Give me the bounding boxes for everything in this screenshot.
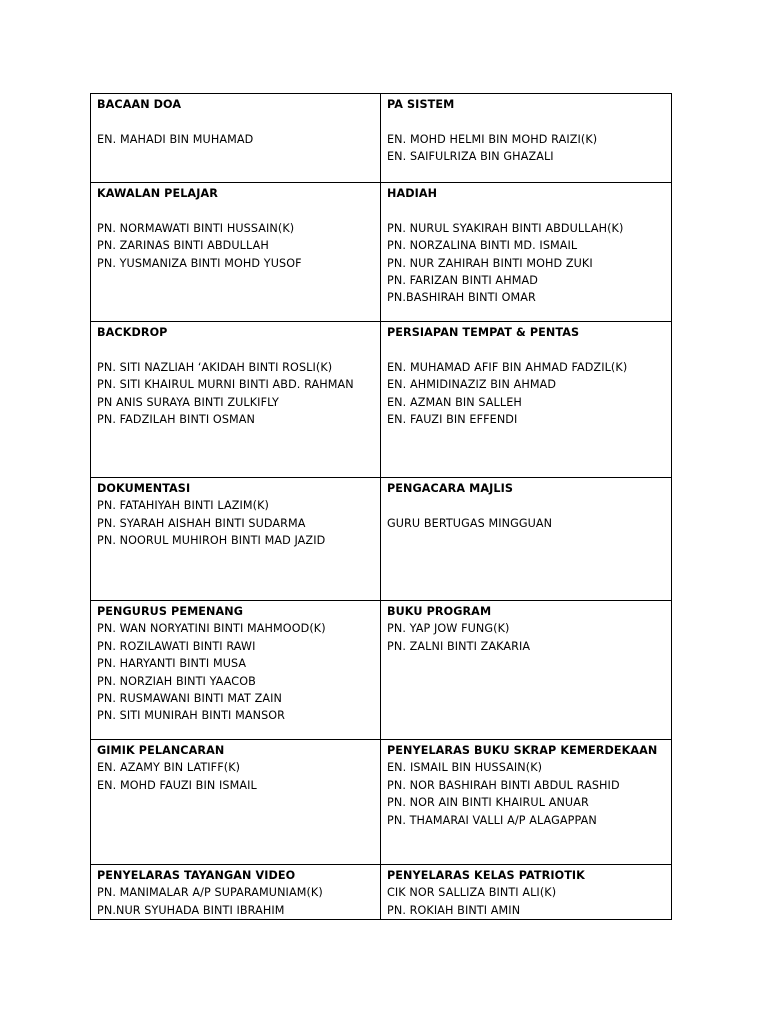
committee-cell-right: [381, 478, 672, 601]
committee-cell-left: [91, 601, 381, 740]
member-name: EN. AHMIDINAZIZ BIN AHMAD: [387, 378, 557, 392]
committee-table-body: [91, 94, 672, 920]
committee-title: PENYELARAS BUKU SKRAP KEMERDEKAAN: [387, 744, 658, 757]
committee-cell-right: [381, 740, 672, 865]
committee-title: BACKDROP: [97, 326, 168, 339]
spacer: [97, 341, 374, 358]
member-name: PN. HARYANTI BINTI MUSA: [97, 657, 247, 671]
member-name: PN. SITI NAZLIAH ‘AKIDAH BINTI ROSLI(K): [97, 360, 333, 374]
member-name: PN. NOR BASHIRAH BINTI ABDUL RASHID: [387, 778, 620, 792]
member-name: EN. MUHAMAD AFIF BIN AHMAD FADZIL(K): [387, 360, 628, 374]
member-name: EN. MOHD FAUZI BIN ISMAIL: [97, 778, 257, 792]
member-name: PN. ZARINAS BINTI ABDULLAH: [97, 239, 269, 253]
member-name: PN. ROKIAH BINTI AMIN: [387, 903, 521, 917]
committee-title: PENGURUS PEMENANG: [97, 605, 244, 618]
member-name: PN. NORZIAH BINTI YAACOB: [97, 674, 256, 688]
committee-cell-left: [91, 322, 381, 478]
member-name: PN.NUR SYUHADA BINTI IBRAHIM: [97, 903, 285, 917]
committee-cell-right: [381, 865, 672, 920]
committee-cell-right: [381, 183, 672, 322]
member-name: EN. SAIFULRIZA BIN GHAZALI: [387, 150, 554, 164]
spacer: [97, 113, 374, 130]
committee-row: [91, 94, 672, 183]
spacer: [387, 341, 665, 358]
member-name: PN. NORZALINA BINTI MD. ISMAIL: [387, 239, 578, 253]
member-name: PN. ROZILAWATI BINTI RAWI: [97, 639, 256, 653]
spacer: [387, 113, 665, 130]
member-name: PN. NORMAWATI BINTI HUSSAIN(K): [97, 221, 295, 235]
member-name: PN. ZALNI BINTI ZAKARIA: [387, 639, 531, 653]
member-name: PN. THAMARAI VALLI A/P ALAGAPPAN: [387, 813, 597, 827]
member-name: GURU BERTUGAS MINGGUAN: [387, 516, 553, 530]
member-name: PN. YUSMANIZA BINTI MOHD YUSOF: [97, 256, 302, 270]
committee-table: [90, 93, 672, 920]
member-name: PN. SYARAH AISHAH BINTI SUDARMA: [97, 516, 306, 530]
member-name: EN. AZMAN BIN SALLEH: [387, 395, 522, 409]
committee-cell-left: [91, 94, 381, 183]
member-name: PN. NOR AIN BINTI KHAIRUL ANUAR: [387, 796, 589, 810]
member-name: PN. YAP JOW FUNG(K): [387, 622, 510, 636]
member-name: EN. MAHADI BIN MUHAMAD: [97, 132, 254, 146]
committee-title: HADIAH: [387, 187, 438, 200]
committee-cell-right: [381, 322, 672, 478]
committee-row: [91, 322, 672, 478]
committee-row: [91, 478, 672, 601]
committee-title: PERSIAPAN TEMPAT & PENTAS: [387, 326, 580, 339]
committee-cell-left: [91, 740, 381, 865]
committee-cell-right: [381, 94, 672, 183]
member-name: PN. RUSMAWANI BINTI MAT ZAIN: [97, 692, 282, 706]
member-name: PN. WAN NORYATINI BINTI MAHMOOD(K): [97, 622, 326, 636]
member-name: PN. NOORUL MUHIROH BINTI MAD JAZID: [97, 534, 326, 548]
member-name: PN. FADZILAH BINTI OSMAN: [97, 413, 255, 427]
committee-row: [91, 601, 672, 740]
committee-title: PA SISTEM: [387, 98, 455, 111]
member-name: EN. ISMAIL BIN HUSSAIN(K): [387, 761, 543, 775]
member-name: PN. NUR ZAHIRAH BINTI MOHD ZUKI: [387, 256, 593, 270]
spacer: [97, 202, 374, 219]
committee-row: [91, 865, 672, 920]
committee-cell-left: [91, 478, 381, 601]
committee-title: BUKU PROGRAM: [387, 605, 492, 618]
spacer: [387, 202, 665, 219]
committee-title: BACAAN DOA: [97, 98, 182, 111]
committee-title: DOKUMENTASI: [97, 482, 191, 495]
member-name: EN. FAUZI BIN EFFENDI: [387, 413, 518, 427]
committee-title: PENGACARA MAJLIS: [387, 482, 513, 495]
committee-title: KAWALAN PELAJAR: [97, 187, 218, 200]
committee-cell-right: [381, 601, 672, 740]
committee-cell-left: [91, 865, 381, 920]
member-name: PN ANIS SURAYA BINTI ZULKIFLY: [97, 395, 279, 409]
member-name: EN. MOHD HELMI BIN MOHD RAIZI(K): [387, 132, 598, 146]
spacer: [387, 497, 665, 514]
committee-row: [91, 740, 672, 865]
member-name: PN. SITI MUNIRAH BINTI MANSOR: [97, 709, 286, 723]
member-name: PN. NURUL SYAKIRAH BINTI ABDULLAH(K): [387, 221, 624, 235]
committee-row: [91, 183, 672, 322]
member-name: PN. SITI KHAIRUL MURNI BINTI ABD. RAHMAN: [97, 378, 354, 392]
committee-cell-left: [91, 183, 381, 322]
member-name: PN. FATAHIYAH BINTI LAZIM(K): [97, 499, 269, 513]
member-name: PN.BASHIRAH BINTI OMAR: [387, 291, 536, 305]
committee-title: PENYELARAS TAYANGAN VIDEO: [97, 869, 296, 882]
member-name: PN. FARIZAN BINTI AHMAD: [387, 274, 538, 288]
committee-title: PENYELARAS KELAS PATRIOTIK: [387, 869, 585, 882]
member-name: EN. AZAMY BIN LATIFF(K): [97, 761, 241, 775]
member-name: PN. MANIMALAR A/P SUPARAMUNIAM(K): [97, 886, 323, 900]
member-name: CIK NOR SALLIZA BINTI ALI(K): [387, 886, 557, 900]
committee-title: GIMIK PELANCARAN: [97, 744, 225, 757]
